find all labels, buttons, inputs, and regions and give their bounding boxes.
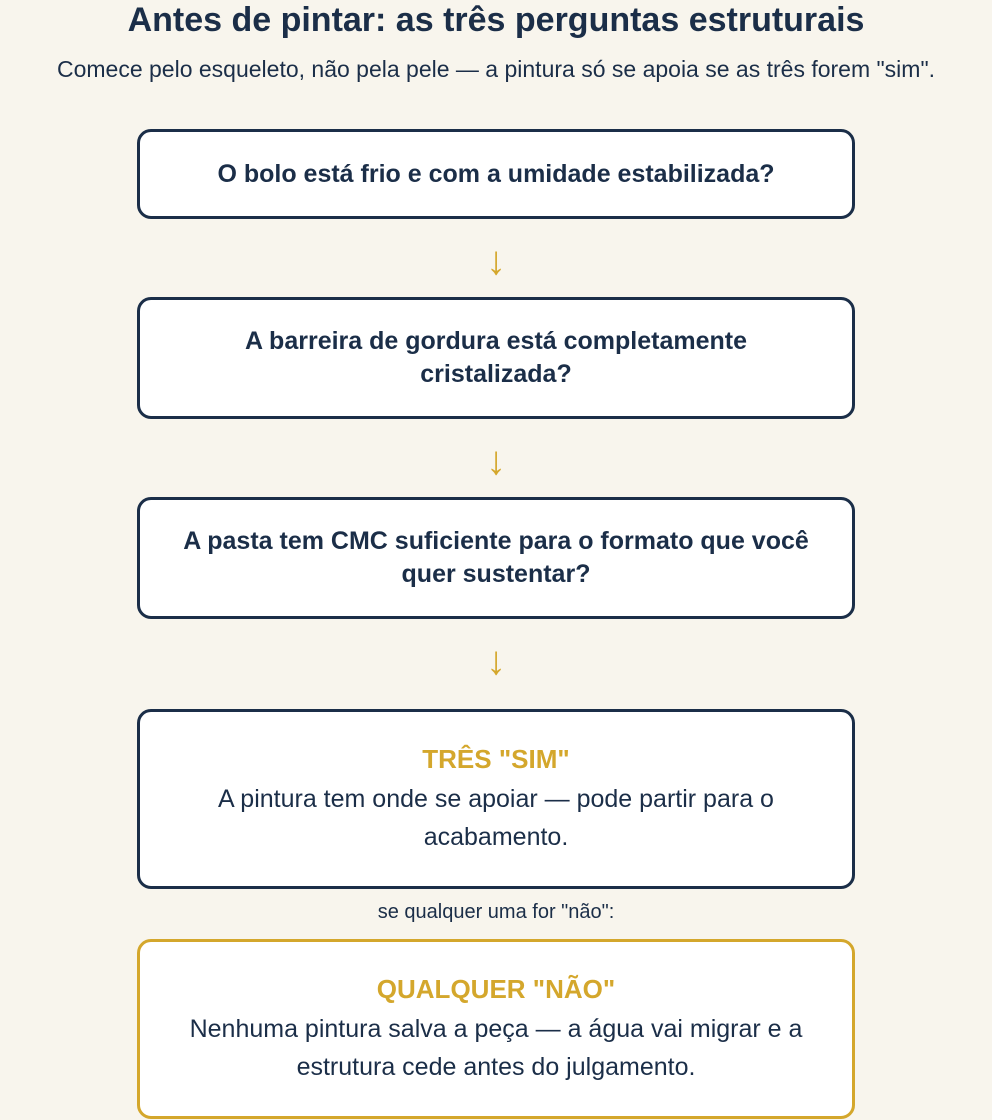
diagram-title: Antes de pintar: as três perguntas estruturais	[127, 1, 865, 39]
question-text-1: O bolo está frio e com a umidade estabilizada?	[217, 159, 775, 188]
outcome-no-title: QUALQUER "NÃO"	[376, 974, 616, 1004]
question-text-2: A barreira de gordura está completamente cristalizada?	[244, 327, 747, 388]
outcome-yes-box	[137, 709, 855, 889]
diagram-subtitle: Comece pelo esqueleto, não pela pele — a pintura só se apoia se as três forem "sim".	[56, 56, 936, 82]
down-arrow-icon: ↓	[486, 439, 506, 483]
down-arrow-icon: ↓	[486, 639, 506, 683]
outcome-no-text: Nenhuma pintura salva a peça — a água vai migrar e a estrutura cede antes do julgamento.	[189, 1015, 803, 1081]
outcome-no-box	[137, 939, 855, 1119]
question-box-2	[137, 297, 855, 419]
down-arrow-icon: ↓	[486, 239, 506, 283]
question-box-1	[137, 129, 855, 219]
question-box-3	[137, 497, 855, 619]
connector-label: se qualquer uma for "não":	[377, 901, 615, 923]
outcome-yes-text: A pintura tem onde se apoiar — pode partir para o acabamento.	[218, 785, 774, 851]
outcome-yes-title: TRÊS "SIM"	[422, 744, 570, 774]
question-text-3: A pasta tem CMC suficiente para o formato que você quer sustentar?	[183, 527, 809, 588]
